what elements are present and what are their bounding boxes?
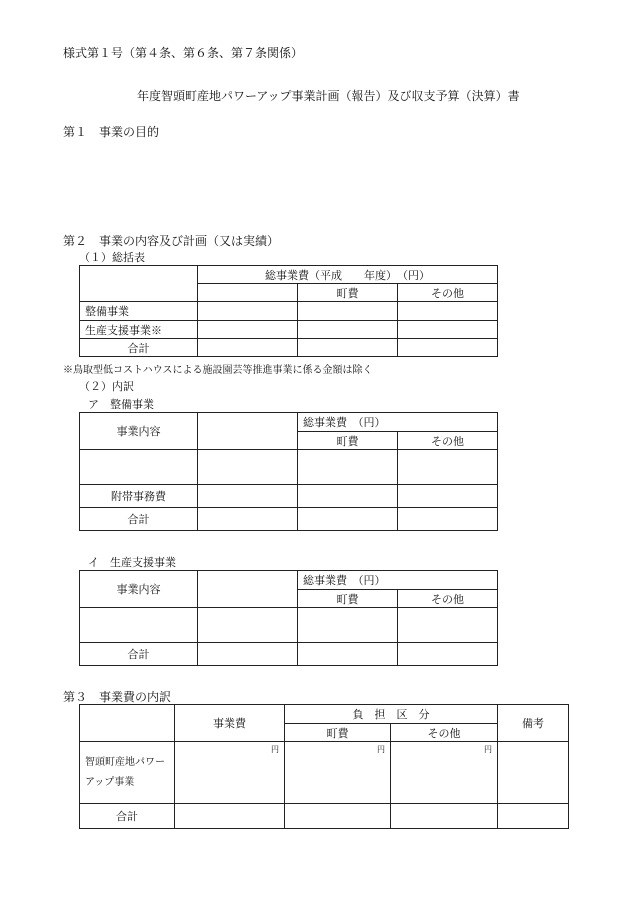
production-table [79, 570, 498, 666]
section1-heading: 第１ 事業の目的 [63, 125, 160, 139]
maintenance-cell [80, 450, 198, 485]
breakdown-a-heading: ア 整備事業 [88, 398, 154, 411]
production-row-total: 合計 [80, 643, 198, 666]
summary-cell [198, 321, 298, 339]
maintenance-cell [198, 450, 298, 485]
summary-note: ※鳥取型低コストハウスによる施設園芸等推進事業に係る金額は除く [63, 365, 373, 376]
summary-heading: （１）総括表 [79, 251, 145, 264]
cost-col-burden: 負 担 区 分 [285, 705, 498, 724]
summary-total-cost-header: 総事業費（平成 年度） （円） [198, 266, 498, 284]
production-cell [198, 643, 298, 666]
cost-corner-cell [80, 705, 175, 742]
production-col-town: 町費 [298, 590, 398, 608]
production-col-content: 事業内容 [80, 571, 198, 608]
summary-cell [298, 339, 398, 357]
summary-blank-header [198, 284, 298, 302]
maintenance-cell [398, 450, 498, 485]
breakdown-b-heading: イ 生産支援事業 [88, 556, 176, 569]
cost-cell-town-yen: 円 [285, 742, 391, 804]
maintenance-total-cost-header: 総事業費 （円） [298, 413, 498, 432]
cost-row-project: 智頭町産地パワーアップ事業 [80, 742, 175, 804]
cost-breakdown-table [79, 704, 569, 829]
cost-cell [175, 804, 285, 829]
summary-cell [198, 302, 298, 321]
maintenance-col-content: 事業内容 [80, 413, 198, 450]
maintenance-cell [298, 508, 398, 531]
summary-col-town: 町費 [298, 284, 398, 302]
maintenance-col-other: その他 [398, 432, 498, 450]
maintenance-cell [198, 485, 298, 508]
form-number: 様式第１号（第４条、第６条、第７条関係） [63, 46, 304, 60]
cost-cell [391, 804, 498, 829]
cost-col-remarks: 備考 [498, 705, 569, 742]
summary-cell [398, 339, 498, 357]
summary-corner-cell [80, 266, 198, 302]
maintenance-cell [298, 485, 398, 508]
maintenance-row-total: 合計 [80, 508, 198, 531]
summary-table [79, 265, 498, 357]
maintenance-cell [198, 508, 298, 531]
production-cell [298, 608, 398, 643]
cost-col-other: その他 [391, 724, 498, 742]
production-blank-header [198, 571, 298, 608]
summary-row-total: 合計 [80, 339, 198, 357]
maintenance-col-town: 町費 [298, 432, 398, 450]
summary-cell [298, 321, 398, 339]
production-cell [198, 608, 298, 643]
production-total-cost-header: 総事業費 （円） [298, 571, 498, 590]
production-cell [398, 643, 498, 666]
summary-col-other: その他 [398, 284, 498, 302]
maintenance-table [79, 412, 498, 531]
cost-cell-cost-yen: 円 [175, 742, 285, 804]
maintenance-cell [298, 450, 398, 485]
section3-heading: 第３ 事業費の内訳 [63, 690, 172, 704]
maintenance-cell [398, 508, 498, 531]
maintenance-row-admin: 附帯事務費 [80, 485, 198, 508]
summary-cell [198, 339, 298, 357]
summary-cell [298, 302, 398, 321]
maintenance-cell [398, 485, 498, 508]
cost-cell [285, 804, 391, 829]
summary-row-maintenance: 整備事業 [80, 302, 198, 321]
document-title: 年度智頭町産地パワーアップ事業計画（報告）及び収支予算（決算）書 [137, 89, 520, 103]
cost-row-total: 合計 [80, 804, 175, 829]
cost-cell [498, 804, 569, 829]
production-col-other: その他 [398, 590, 498, 608]
maintenance-blank-header [198, 413, 298, 450]
cost-col-town: 町費 [285, 724, 391, 742]
section2-heading: 第２ 事業の内容及び計画（又は実績） [63, 234, 280, 248]
summary-cell [398, 321, 498, 339]
summary-row-production: 生産支援事業※ [80, 321, 198, 339]
cost-cell-other-yen: 円 [391, 742, 498, 804]
production-cell [298, 643, 398, 666]
cost-col-cost: 事業費 [175, 705, 285, 742]
breakdown-heading: （２）内訳 [79, 380, 134, 393]
production-cell [80, 608, 198, 643]
summary-cell [398, 302, 498, 321]
cost-cell-remarks [498, 742, 569, 804]
production-cell [398, 608, 498, 643]
